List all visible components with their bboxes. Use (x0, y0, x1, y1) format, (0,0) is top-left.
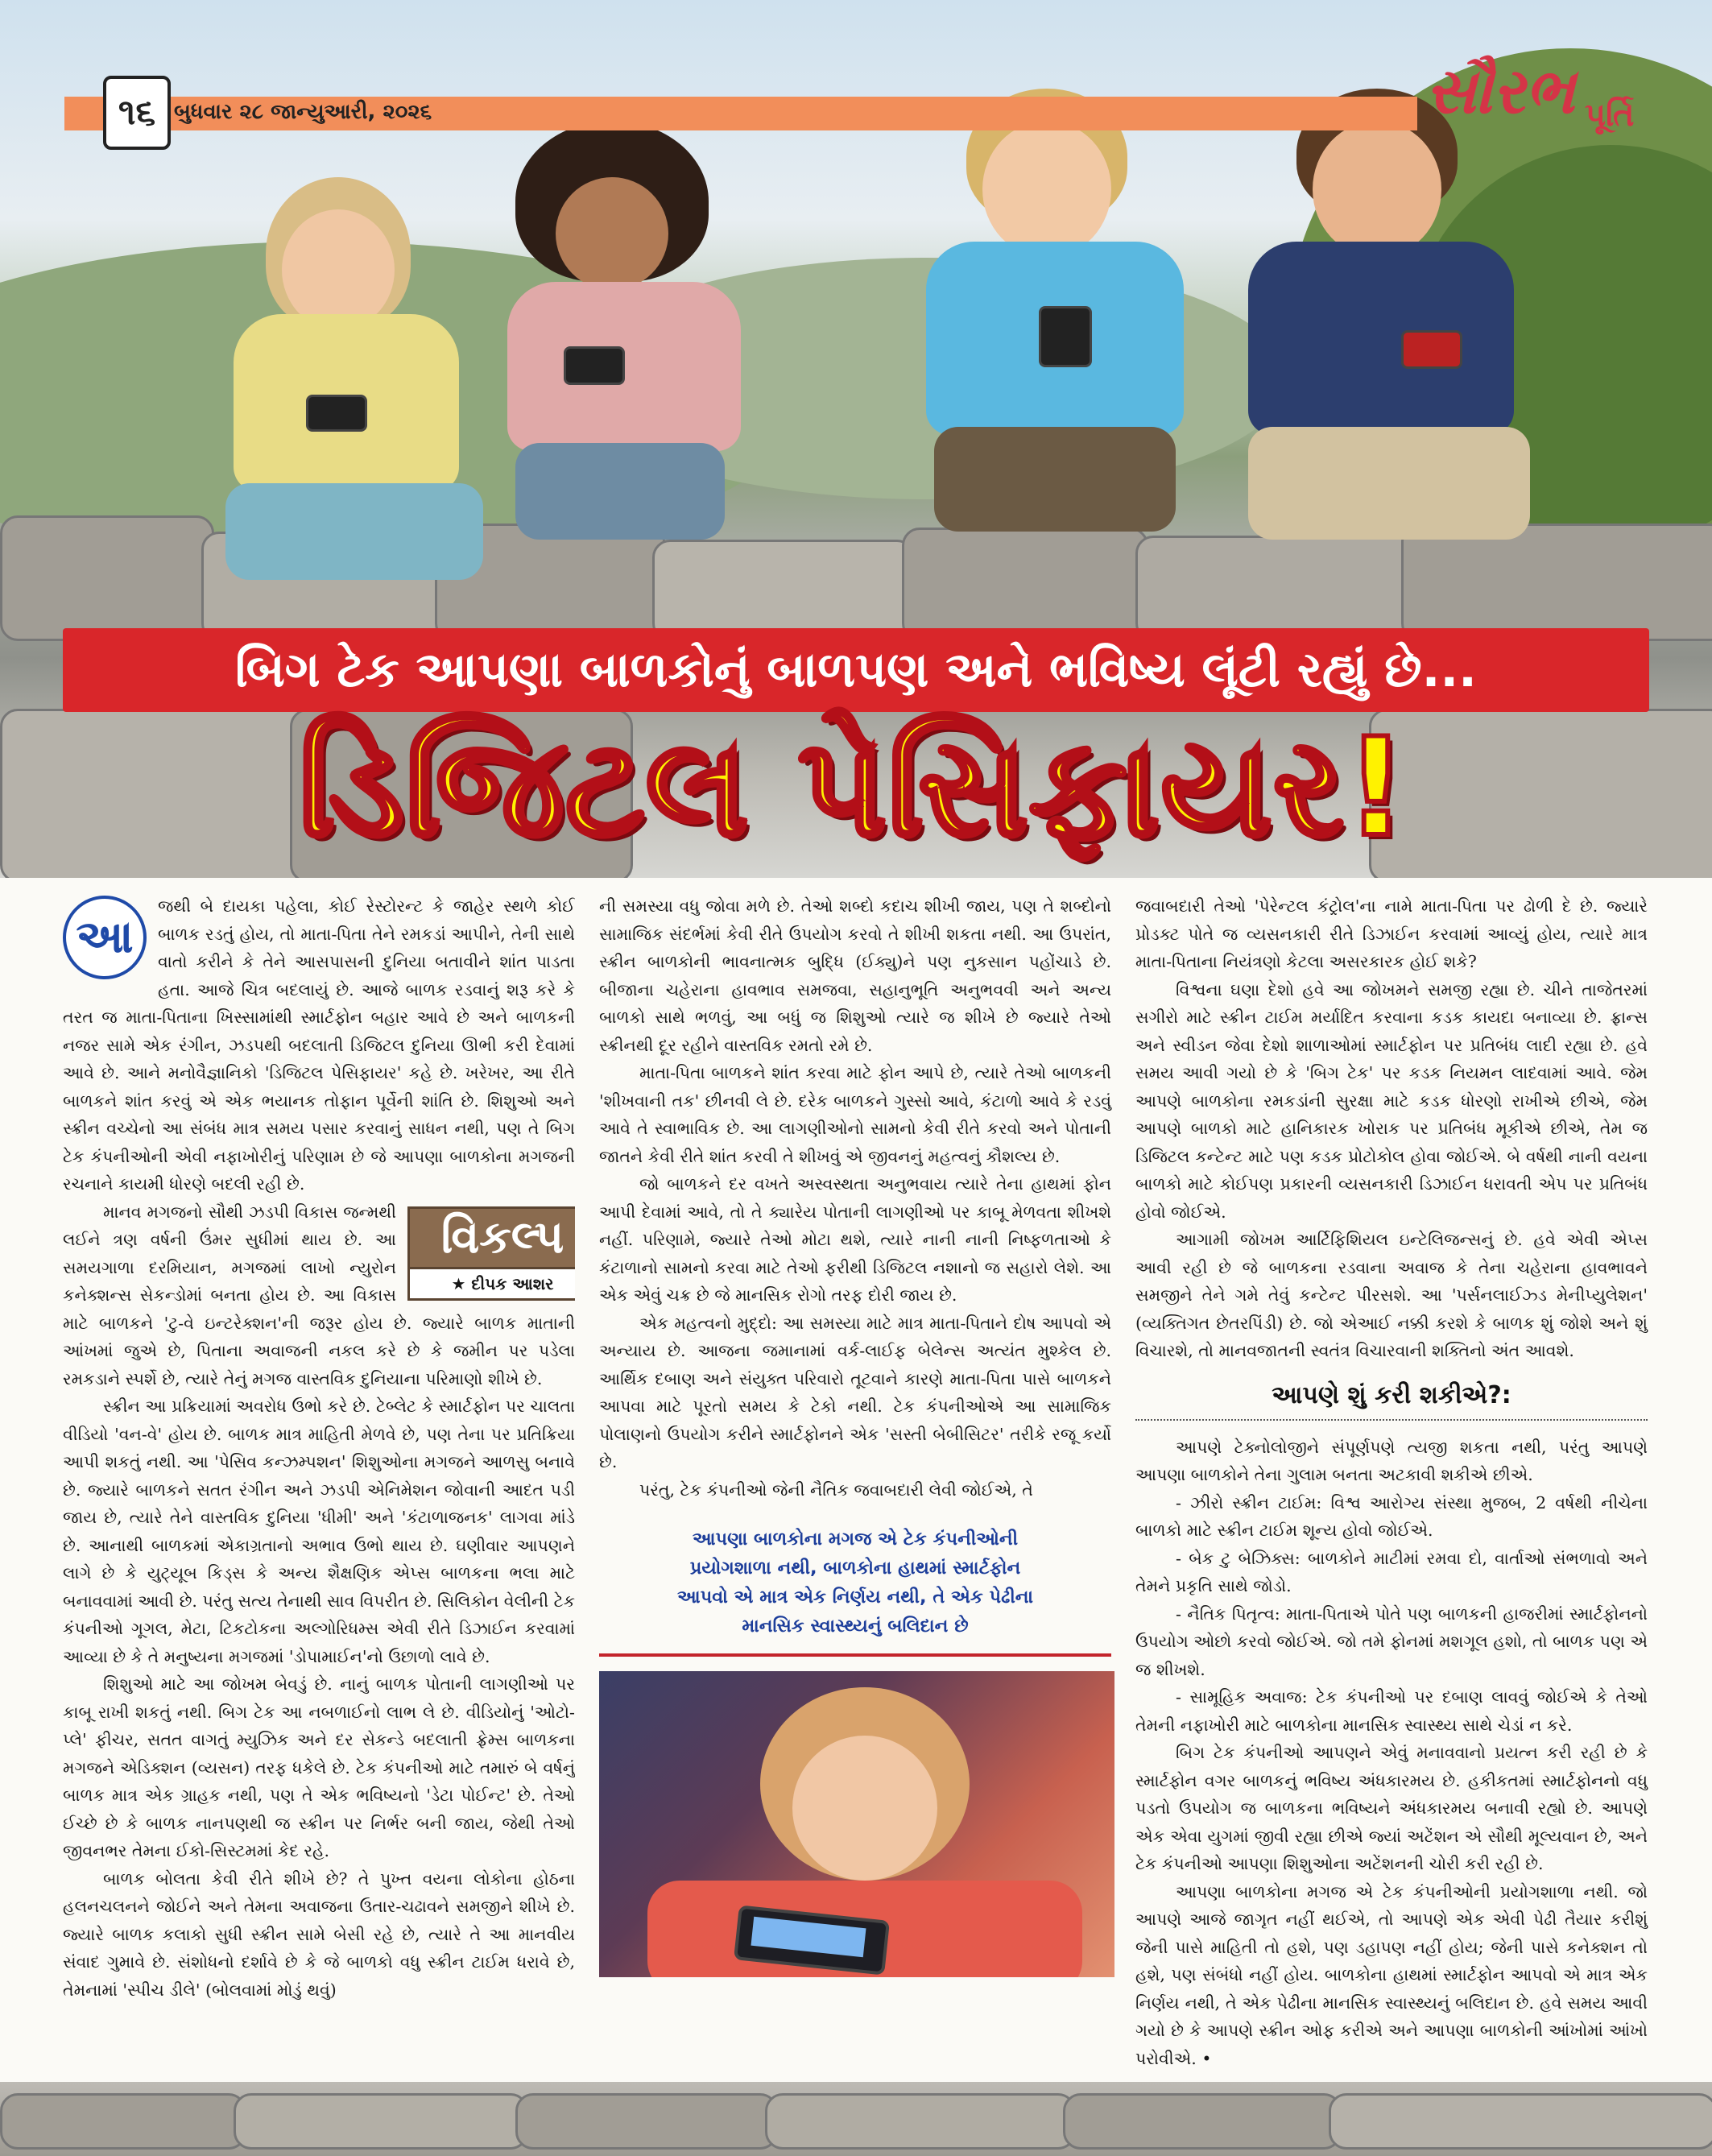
child-figure (1232, 89, 1554, 572)
pull-quote (599, 1525, 1111, 1657)
issue-date: બુધવાર ૨૮ જાન્યુઆરી, ૨૦૨૬ (174, 100, 432, 124)
article-column-1 (63, 892, 575, 2076)
bullet-item: - ઝીરો સ્ક્રીન ટાઈમ: વિશ્વ આરોગ્ય સંસ્થા મુજબ, 2 વર્ષથી નીચેના બાળકો માટે સ્ક્રીન ટાઈમ શૂન્ય હોવો જોઈએ. (1135, 1492, 1648, 1540)
paragraph: પરંતુ, ટેક કંપનીઓ જેની નૈતિક જવાબદારી લેવી જોઈએ, તે (639, 1479, 1033, 1500)
column-name: વિકલ્પ (407, 1206, 575, 1269)
paragraph: શિશુઓ માટે આ જોખમ બેવડું છે. નાનું બાળક પોતાની લાગણીઓ પર કાબૂ રાખી શકતું નથી. બિગ ટેક આ નબળાઈનો લાભ લે છે. વીડિયોનું 'ઓટો-પ્લે' ફીચર, સતત વાગતું મ્યુઝિક અને દર સેકન્ડે બદલાતી ફ્રેમ્સ બાળકના મગજને એડિક્શન (વ્યસન) તરફ ધકેલે છે. ટેક કંપનીઓ માટે તમારું બે વર્ષનું બાળક માત્ર એક ગ્રાહક નથી, પણ તે એક ભવિષ્યનો 'ડેટા પોઈન્ટ' છે. તેઓ ઈચ્છે છે કે બાળક નાનપણથી જ સ્ક્રીન પર નિર્ભર બની જાય, જેથી તેઓ જીવનભર તેમના ઈકો-સિસ્ટમમાં કેદ રહે. (63, 1674, 575, 1860)
photo-child-with-phone (599, 1671, 1114, 1977)
paragraph: સ્ક્રીન આ પ્રક્રિયામાં અવરોધ ઉભો કરે છે. ટેબ્લેટ કે સ્માર્ટફોન પર ચાલતા વીડિયો 'વન-વે' હોય છે. બાળક માત્ર માહિતી મેળવે છે, પણ તેના પર પ્રતિક્રિયા આપી શકતું નથી. આ 'પેસિવ કન્ઝમ્પશન' શિશુઓના મગજને આળસુ બનાવે છે. જ્યારે બાળકને સતત રંગીન અને ઝડપી એનિમેશન જોવાની આદત પડી જાય છે, ત્યારે તેને વાસ્તવિક દુનિયા 'ધીમી' અને 'કંટાળાજનક' લાગવા માંડે છે. આનાથી બાળકમાં એકાગ્રતાનો અભાવ ઉભો થાય છે. ઘણીવાર આપણને લાગે છે કે યુટ્યૂબ કિડ્સ કે અન્ય શૈક્ષણિક એપ્સ બાળકના ભલા માટે બનાવવામાં આવી છે. પરંતુ સત્ય તેનાથી સાવ વિપરીત છે. સિલિકોન વેલીની ટેક કંપનીઓ ગૂગલ, મેટા, ટિકટોકના અલ્ગોરિધમ્સ એવી રીતે ડિઝાઈન કરવામાં આવ્યા છે કે તે મનુષ્યના મગજમાં 'ડોપામાઈન'નો ઉછાળો લાવે છે. (63, 1397, 575, 1666)
supplement-word: પૂર્તિ (1585, 97, 1635, 134)
article-column-3 (1135, 892, 1648, 2072)
page-number: ૧૬ (103, 76, 171, 150)
byline-box (407, 1206, 575, 1297)
paragraph: આપણા બાળકોના મગજ એ ટેક કંપનીઓની પ્રયોગશાળા નથી. જો આપણે આજે જાગૃત નહીં થઈએ, તો આપણે એક એવી પેઢી તૈયાર કરીશું જેની પાસે માહિતી તો હશે, પણ ડહાપણ નહીં હોય; જેની પાસે કનેક્શન તો હશે, પણ સંબંધો નહીં હોય. બાળકોના હાથમાં સ્માર્ટફોન આપવો એ માત્ર એક નિર્ણય નથી, તે એક પેઢીના માનસિક સ્વાસ્થ્યનું બલિદાન છે. હવે સમય આવી ગયો છે કે આપણે સ્ક્રીન ઓફ કરીએ અને આપણા બાળકોની આંખોમાં આંખો પરોવીએ. • (1135, 1881, 1648, 2068)
supplement-logo: સૌરભ (1425, 55, 1575, 128)
paragraph: માનવ મગજનો સૌથી ઝડપી વિકાસ જન્મથી લઈને ત્રણ વર્ષની ઉંમર સુધીમાં થાય છે. આ સમયગાળા દરમિયાન, મગજમાં લાખો ન્યુરોન કનેક્શન્સ સેકન્ડોમાં બનતા હોય છે. આ વિકાસ માટે બાળકને 'ટુ-વે ઇન્ટરેક્શન'ની જરૂર હોય છે. જ્યારે બાળક માતાની આંખમાં જુએ છે, પિતાના અવાજની નકલ કરે છે કે જમીન પર પડેલા રમકડાને સ્પર્શે છે, ત્યારે તેનું મગજ વાસ્તવિક દુનિયાના પરિમાણો શીખે છે. (63, 1202, 575, 1388)
paragraph: બિગ ટેક કંપનીઓ આપણને એવું મનાવવાનો પ્રયત્ન કરી રહી છે કે સ્માર્ટફોન વગર બાળકનું ભવિષ્ય અંધકારમય છે. હકીકતમાં સ્માર્ટફોનનો વધુ પડતો ઉપયોગ જ બાળકના ભવિષ્યને અંધકારમય બનાવી રહ્યો છે. આપણે એક એવા યુગમાં જીવી રહ્યા છીએ જ્યાં અટેંશન એ સૌથી મૂલ્યવાન છે, અને ટેક કંપનીઓ આપણા શિશુઓના અટેંશનની ચોરી કરી રહી છે. (1135, 1743, 1648, 1873)
bullet-item: - નૈતિક પિતૃત્વ: માતા-પિતાએ પોતે પણ બાળકની હાજરીમાં સ્માર્ટફોનનો ઉપયોગ ઓછો કરવો જોઈએ. જો તમે ફોનમાં મશગૂલ હશો, તો બાળક પણ એ જ શીખશે. (1135, 1604, 1648, 1679)
pull-quote-line: આપણા બાળકોના મગજ એ ટેક કંપનીઓની (692, 1529, 1019, 1550)
bullet-item: - સામૂહિક અવાજ: ટેક કંપનીઓ પર દબાણ લાવવું જોઈએ કે તેઓ તેમની નફાખોરી માટે બાળકોના માનસિક સ્વાસ્થ્ય સાથે ચેડાં ન કરે. (1135, 1687, 1648, 1735)
child-figure (483, 121, 773, 572)
author-name: ★ દીપક આશર (407, 1269, 575, 1301)
paragraph: જથી બે દાયકા પહેલા, કોઈ રેસ્ટોરન્ટ કે જાહેર સ્થળે કોઈ બાળક રડતું હોય, તો માતા-પિતા તેને રમકડાં આપીને, તેની સાથે વાતો કરીને કે તેને આસપાસની દુનિયા બતાવીને શાંત પાડતા હતા. આજે ચિત્ર બદલાયું છે. આજે બાળક રડવાનું શરૂ કરે કે તરત જ માતા-પિતાના ખિસ્સામાંથી સ્માર્ટફોન બહાર આવે છે અને બાળકની નજર સામે એક રંગીન, ઝડપથી બદલાતી ડિજિટલ દુનિયા ઊભી કરી દેવામાં આવે છે. આને મનોવૈજ્ઞાનિકો 'ડિજિટલ પેસિફાયર' કહે છે. ખરેખર, આ રીતે બાળકને શાંત કરવું એ એક ભયાનક તોફાન પૂર્વેની શાંતિ છે. શિશુઓ અને સ્ક્રીન વચ્ચેનો આ સંબંધ માત્ર સમય પસાર કરવાનું સાધન નથી, પણ તે બિગ ટેક કંપનીઓની એવી નફાખોરીનું પરિણામ છે જે આપણા બાળકોના મગજની રચનાને કાયમી ધોરણે બદલી રહી છે. (63, 896, 575, 1194)
paragraph: એક મહત્વનો મુદ્દો: આ સમસ્યા માટે માત્ર માતા-પિતાને દોષ આપવો એ અન્યાય છે. આજના જમાનામાં વર્ક-લાઈફ બેલેન્સ અત્યંત મુશ્કેલ છે. આર્થિક દબાણ અને સંયુક્ત પરિવારો તૂટવાને કારણે માતા-પિતા પાસે બાળકને આપવા માટે પૂરતો સમય કે ટેકો નથી. ટેક કંપનીઓએ આ સામાજિક પોલાણનો ઉપયોગ કરીને સ્માર્ટફોનને એક 'સસ્તી બેબીસિટર' તરીકે રજૂ કર્યો છે. (599, 1313, 1111, 1471)
subheadline-banner: બિગ ટેક આપણા બાળકોનું બાળપણ અને ભવિષ્ય લૂંટી રહ્યું છે... (63, 628, 1649, 712)
child-figure (201, 177, 507, 628)
paragraph: બાળક બોલતા કેવી રીતે શીખે છે? તે પુખ્ત વયના લોકોના હોઠના હલનચલનને જોઈને અને તેમના અવાજના ઉતાર-ચઢાવને સમજીને શીખે છે. જ્યારે બાળક કલાકો સુધી સ્ક્રીન સામે બેસી રહે છે, ત્યારે તે આ માનવીય સંવાદ ગુમાવે છે. સંશોધનો દર્શાવે છે કે જે બાળકો વધુ સ્ક્રીન ટાઈમ ધરાવે છે, તેમનામાં 'સ્પીચ ડીલે' (બોલવામાં મોડું થવું) (63, 1868, 575, 2000)
dropcap: આ (63, 896, 147, 979)
paragraph: આગામી જોખમ આર્ટિફિશિયલ ઇન્ટેલિજન્સનું છે. હવે એવી એપ્સ આવી રહી છે જે બાળકના રડવાના અવાજ કે તેના ચહેરાના હાવભાવને સમજીને તેને ગમે તેવું કન્ટેન્ટ પીરસશે. આ 'પર્સનલાઈઝ્ડ મેનીપ્યુલેશન' (વ્યક્તિગત છેતરપિંડી) છે. જો એઆઈ નક્કી કરશે કે બાળક શું જોશે અને શું વિચારશે, તો માનવજાતની સ્વતંત્ર વિચારવાની શક્તિનો અંત આવશે. (1135, 1230, 1648, 1360)
pull-quote-line: પ્રયોગશાળા નથી, બાળકોના હાથમાં સ્માર્ટફોન (689, 1558, 1021, 1579)
footer-stone-band (0, 2082, 1712, 2156)
bullet-item: - બેક ટુ બેઝિક્સ: બાળકોને માટીમાં રમવા દો, વાર્તાઓ સંભળાવો અને તેમને પ્રકૃતિ સાથે જોડો. (1135, 1548, 1648, 1595)
paragraph: ની સમસ્યા વધુ જોવા મળે છે. તેઓ શબ્દો કદાચ શીખી જાય, પણ તે શબ્દોનો સામાજિક સંદર્ભમાં કેવી રીતે ઉપયોગ કરવો તે શીખી શકતા નથી. આ ઉપરાંત, સ્ક્રીન બાળકોની ભાવનાત્મક બુદ્ધિ (ઈક્યુ)ને પણ નુકસાન પહોંચાડે છે. બીજાના ચહેરાના હાવભાવ સમજવા, સહાનુભૂતિ અનુભવવી અને અન્ય બાળકો સાથે ભળવું, આ બધું જ શિશુઓ ત્યારે જ શીખે છે જ્યારે તેઓ સ્ક્રીનથી દૂર રહીને વાસ્તવિક રમતો રમે છે. (599, 896, 1111, 1055)
main-title: ડિજિટલ પેસિફાયર! (299, 709, 1408, 867)
paragraph: માતા-પિતા બાળકને શાંત કરવા માટે ફોન આપે છે, ત્યારે તેઓ બાળકની 'શીખવાની તક' છીનવી લે છે. દરેક બાળકને ગુસ્સો આવે, કંટાળો આવે કે રડવું આવે તે સ્વાભાવિક છે. આ લાગણીઓનો સામનો કેવી રીતે કરવો અને પોતાની જાતને કેવી રીતે શાંત કરવી તે શીખવું એ જીવનનું મહત્વનું કૌશલ્ય છે. (599, 1063, 1111, 1166)
paragraph: આપણે ટેક્નોલોજીને સંપૂર્ણપણે ત્યજી શકતા નથી, પરંતુ આપણે આપણા બાળકોને તેના ગુલામ બનતા અટકાવી શકીએ છીએ. (1135, 1437, 1648, 1484)
paragraph: જો બાળકને દર વખતે અસ્વસ્થતા અનુભવાય ત્યારે તેના હાથમાં ફોન આપી દેવામાં આવે, તો તે ક્યારેય પોતાની લાગણીઓ પર કાબૂ મેળવતા શીખશે નહીં. પરિણામે, જ્યારે તેઓ મોટા થશે, ત્યારે નાની નાની નિષ્ફળતાઓ કે કંટાળાનો સામનો કરવા માટે તેઓ ફરીથી ડિજિટલ નશાનો જ સહારો લેશે. આ એક એવું ચક્ર છે જે માનસિક રોગો તરફ દોરી જાય છે. (599, 1174, 1111, 1305)
pull-quote-line: આપવો એ માત્ર એક નિર્ણય નથી, તે એક પેઢીના (676, 1587, 1034, 1608)
article-column-2 (599, 892, 1111, 1977)
child-figure (910, 89, 1216, 572)
paragraph: જવાબદારી તેઓ 'પેરેન્ટલ કંટ્રોલ'ના નામે માતા-પિતા પર ઢોળી દે છે. જ્યારે પ્રોડક્ટ પોતે જ વ્યસનકારી રીતે ડિઝાઈન કરવામાં આવ્યું હોય, ત્યારે માત્ર માતા-પિતાના નિયંત્રણો કેટલા અસરકારક હોઈ શકે? (1135, 896, 1648, 971)
paragraph: વિશ્વના ઘણા દેશો હવે આ જોખમને સમજી રહ્યા છે. ચીને તાજેતરમાં સગીરો માટે સ્ક્રીન ટાઈમ મર્યાદિત કરવાના કડક કાયદા બનાવ્યા છે. ફ્રાન્સ અને સ્વીડન જેવા દેશો શાળાઓમાં સ્માર્ટફોન પર પ્રતિબંધ લાદી રહ્યા છે. હવે સમય આવી ગયો છે કે 'બિગ ટેક' પર કડક નિયમન લાદવામાં આવે. જેમ આપણે બાળકોના રમકડાંની સુરક્ષા માટે કડક ધોરણો રાખીએ છીએ, જેમ આપણે બાળકો માટે હાનિકારક ખોરાક પર પ્રતિબંધ મૂકીએ છીએ, તેમ જ ડિજિટલ કન્ટેન્ટ માટે પણ કડક પ્રોટોકોલ હોવા જોઈએ. બે વર્ષથી નાની વયના બાળકો માટે કોઈપણ પ્રકારની વ્યસનકારી ડિઝાઈન ધરાવતી એપ પર પ્રતિબંધ હોવો જોઈએ. (1135, 979, 1648, 1222)
pull-quote-line: માનસિક સ્વાસ્થ્યનું બલિદાન છે (742, 1616, 969, 1637)
section-heading: આપણે શું કરી શકીએ?: (1135, 1381, 1648, 1421)
